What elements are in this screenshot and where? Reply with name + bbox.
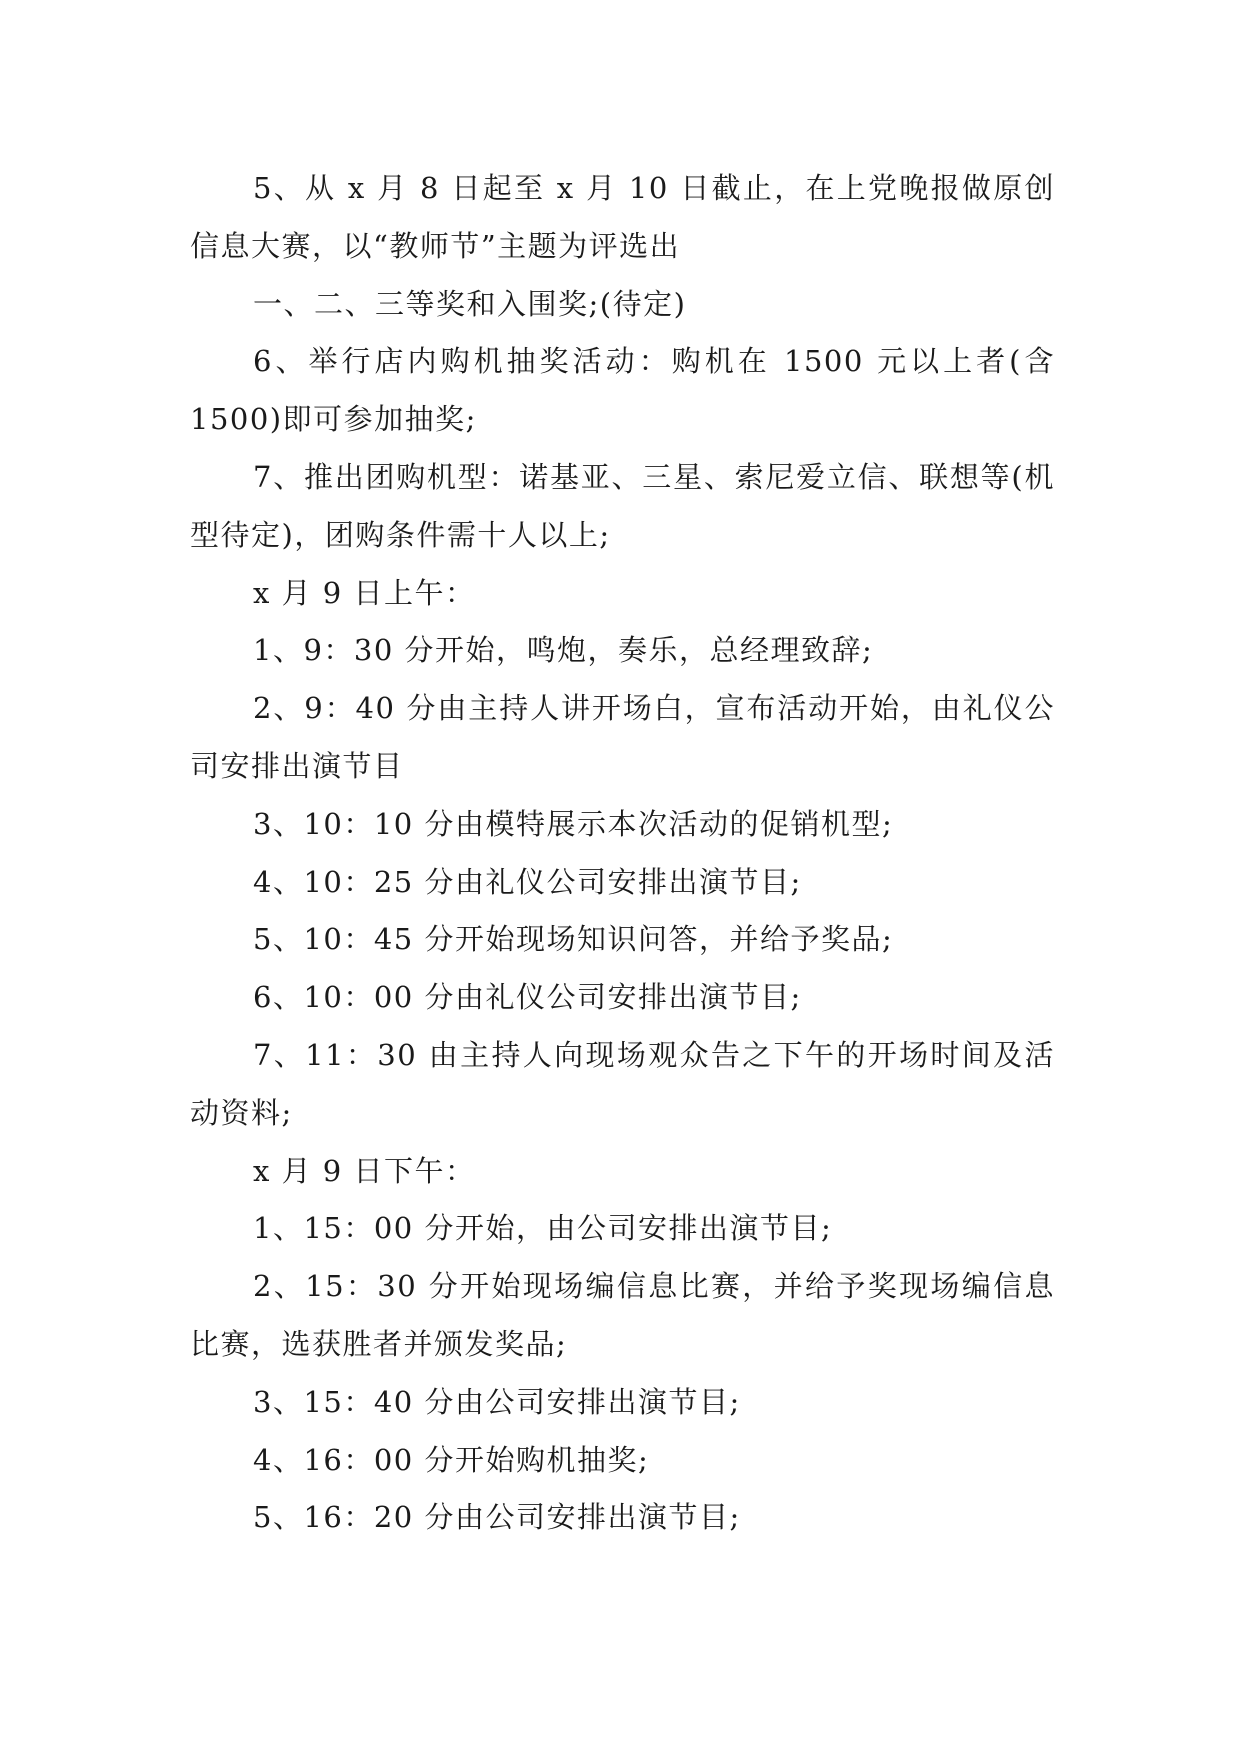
afternoon-item-3: 3、15：40 分由公司安排出演节目; — [253, 1384, 741, 1419]
morning-item-5: 5、10：45 分开始现场知识问答，并给予奖品; — [253, 922, 894, 957]
afternoon-item-4: 4、16：00 分开始购机抽奖; — [253, 1442, 650, 1477]
morning-item-2: 2、9：40 分由主持人讲开场白，宣布活动开始，由礼仪公司安排出演节目 — [190, 691, 1055, 783]
morning-item-1: 1、9：30 分开始，鸣炮，奏乐，总经理致辞; — [253, 633, 874, 668]
paragraph-prize-levels: 一、二、三等奖和入围奖;(待定) — [253, 286, 687, 321]
heading-morning: x 月 9 日上午： — [253, 575, 476, 610]
paragraph-group-buy: 7、推出团购机型：诺基亚、三星、索尼爱立信、联想等(机型待定)，团购条件需十人以上; — [190, 459, 1055, 552]
paragraph-prize-contest: 5、从 x 月 8 日起至 x 月 10 日截止，在上党晚报做原创信息大赛，以“教师节”主题为评选出 — [190, 171, 1055, 263]
morning-item-7: 7、11：30 由主持人向现场观众告之下午的开场时间及活动资料; — [190, 1037, 1055, 1130]
heading-afternoon: x 月 9 日下午： — [253, 1153, 476, 1188]
document-body — [190, 160, 1055, 1547]
afternoon-item-2: 2、15：30 分开始现场编信息比赛，并给予奖现场编信息比赛，选获胜者并颁发奖品; — [190, 1269, 1055, 1361]
morning-item-6: 6、10：00 分由礼仪公司安排出演节目; — [253, 980, 802, 1015]
afternoon-item-5: 5、16：20 分由公司安排出演节目; — [253, 1500, 741, 1535]
morning-item-3: 3、10：10 分由模特展示本次活动的促销机型; — [253, 806, 894, 841]
afternoon-item-1: 1、15：00 分开始，由公司安排出演节目; — [253, 1211, 833, 1246]
paragraph-lucky-draw: 6、举行店内购机抽奖活动：购机在 1500 元以上者(含1500)即可参加抽奖; — [190, 344, 1055, 437]
morning-item-4: 4、10：25 分由礼仪公司安排出演节目; — [253, 864, 802, 899]
